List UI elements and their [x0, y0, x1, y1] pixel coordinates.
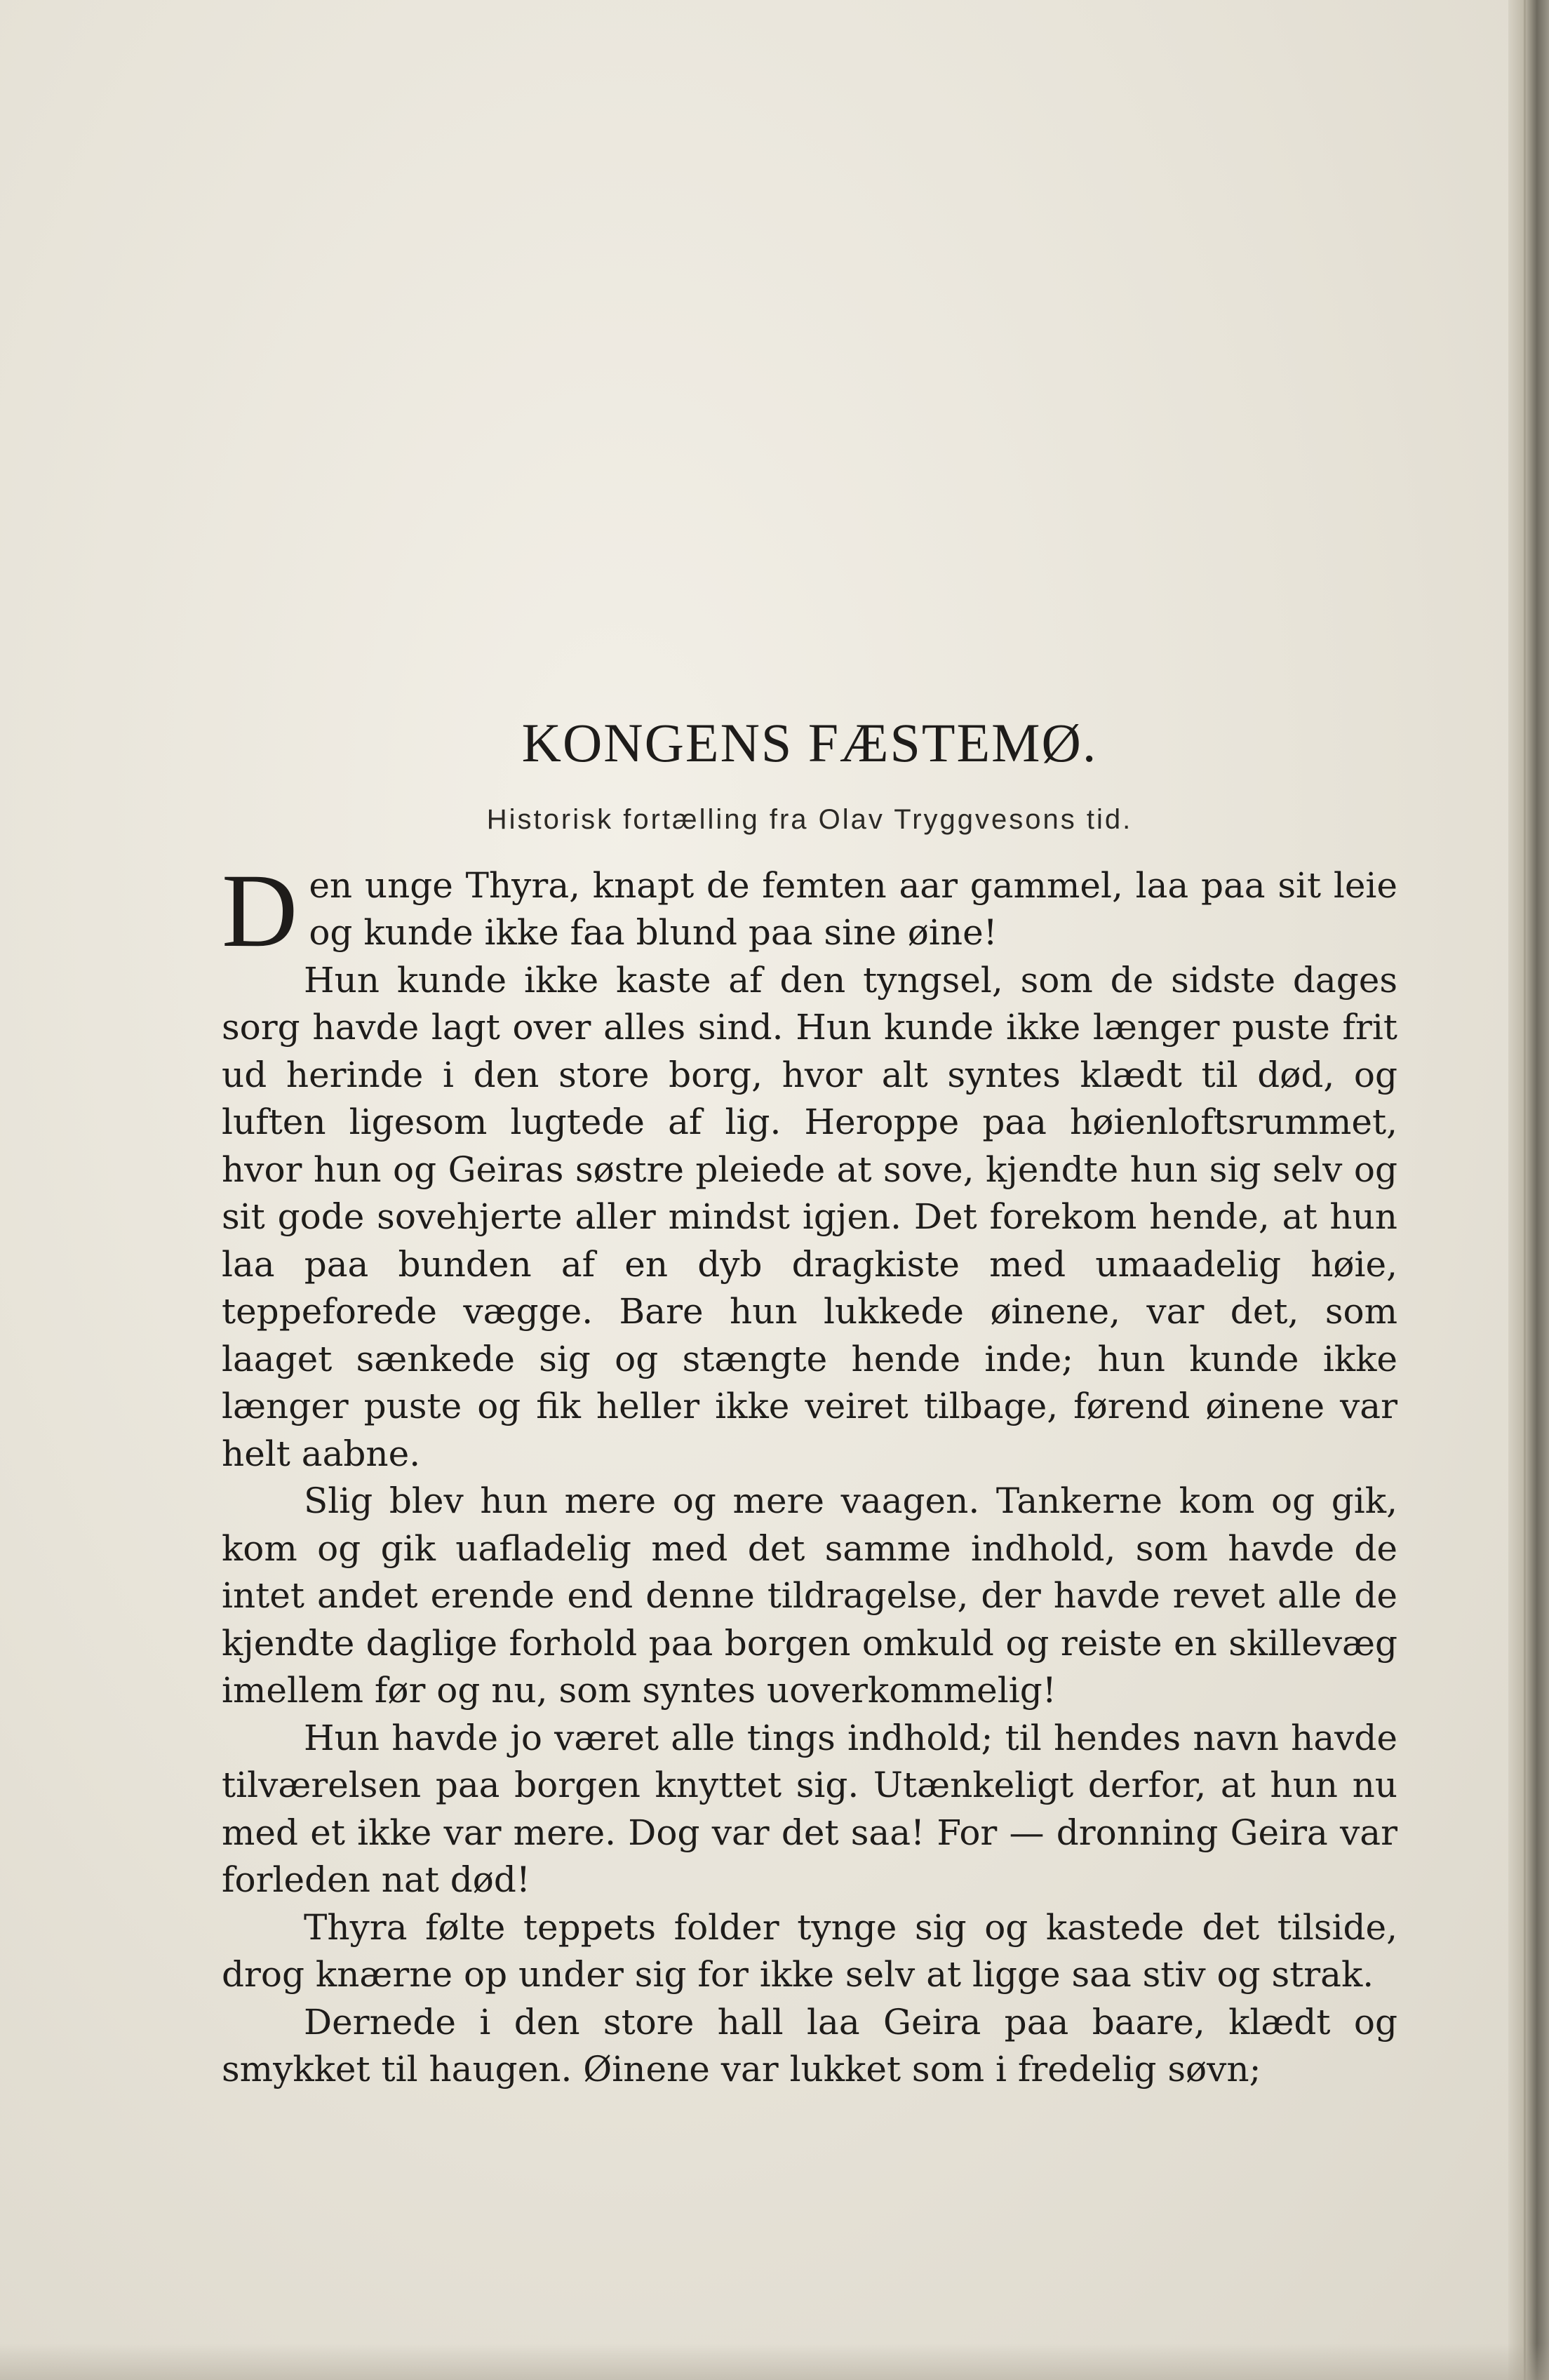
story-subtitle: Historisk fortælling fra Olav Tryggvesons tid.	[486, 803, 1133, 835]
paragraph-1	[222, 852, 1397, 969]
page-shadow	[0, 2344, 1549, 2380]
paragraph-3: Slig blev hun mere og mere vaagen. Tankerne kom og gik, kom og gik uafladelig med det samme indhold, som havde de intet andet erende end denne tildragelse, der havde revet alle de kjendte daglige forhold paa borgen omkuld og reiste en skillevæg imellem før og nu, som syntes uoverkommelig!	[222, 1480, 1397, 1711]
page-edge	[1508, 0, 1549, 2380]
story-title: KONGENS FÆSTEMØ.	[521, 712, 1098, 773]
paragraph-6: Dernede i den store hall laa Geira paa baare, klædt og smykket til haugen. Øinene var lukket som i fredelig søvn;	[222, 2001, 1397, 2090]
paragraph-2: Hun kunde ikke kaste af den tyngsel, som de sidste dages sorg havde lagt over alles sind. Hun kunde ikke længer puste frit ud herinde i den store borg, hvor alt syntes klædt til død, og luften ligesom lugtede af lig. Heroppe paa høienloftsrummet, hvor hun og Geiras søstre pleiede at sove, kjendte hun sig selv og sit gode sovehjerte aller mindst igjen. Det forekom hende, at hun laa paa bunden af en dyb dragkiste med umaadelig høie, teppeforede vægge. Bare hun lukkede øinene, var det, som laaget sænkede sig og stængte hende inde; hun kunde ikke længer puste og fik heller ikke veiret tilbage, førend øinene var helt aabne.	[222, 959, 1397, 1474]
paragraph-4: Hun havde jo været alle tings indhold; til hendes navn havde tilværelsen paa borgen knyttet sig. Utænkeligt derfor, at hun nu med et ikke var mere. Dog var det saa! For — dronning Geira var forleden nat død!	[222, 1717, 1397, 1901]
paragraph-5: Thyra følte teppets folder tynge sig og kastede det tilside, drog knærne op under sig for ikke selv at ligge saa stiv og strak.	[222, 1906, 1397, 1995]
drop-cap: D	[222, 852, 298, 969]
story-body	[222, 710, 1397, 2094]
page-edge-line	[1524, 0, 1526, 2380]
paragraph-1-text: en unge Thyra, knapt de femten aar gammel, laa paa sit leie og kunde ikke faa blund paa sine øine!	[309, 864, 1397, 954]
